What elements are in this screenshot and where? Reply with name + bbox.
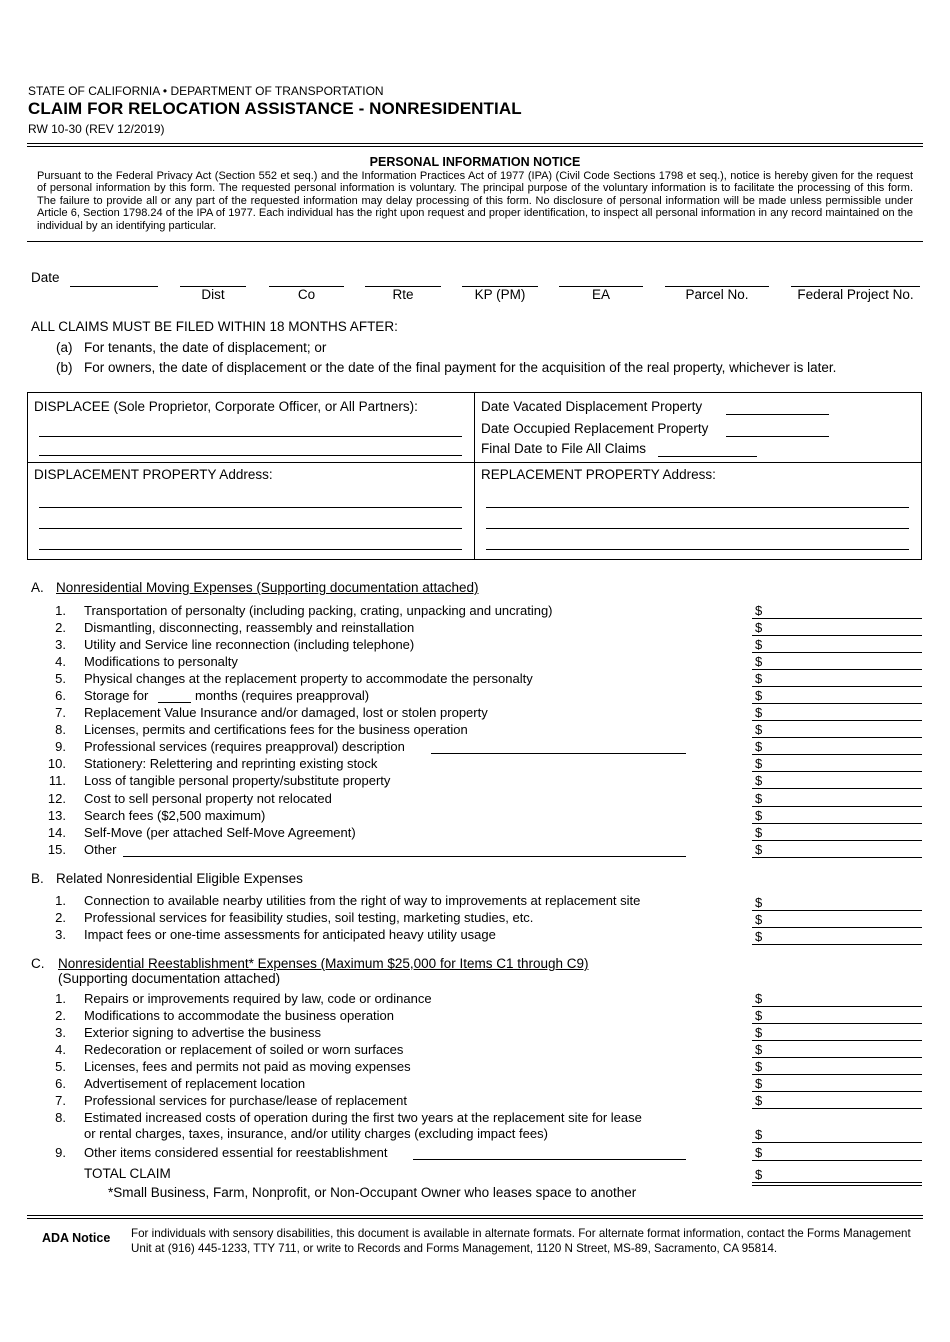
amount-field[interactable] [752,823,922,824]
displacement-address-line-1[interactable] [39,507,462,508]
displacement-address-label: DISPLACEMENT PROPERTY Address: [34,467,273,482]
item-number: 7. [55,705,66,720]
privacy-heading: PERSONAL INFORMATION NOTICE [369,155,581,169]
dollar-sign: $ [755,912,763,927]
date-label: Date [31,270,60,285]
section-c-letter: C. [31,956,45,971]
dollar-sign: $ [755,808,763,823]
displacee-label: DISPLACEE (Sole Proprietor, Corporate Officer, or All Partners): [34,399,418,414]
item-number: 14. [47,825,66,840]
total-claim-field[interactable] [752,1182,922,1183]
amount-field[interactable] [752,1108,922,1109]
amount-field[interactable] [752,1160,922,1161]
dollar-sign: $ [755,688,763,703]
date-occupied-field[interactable] [726,436,829,437]
displacement-address-line-2[interactable] [39,528,462,529]
other-reestablishment-description-field[interactable] [413,1159,686,1160]
header-rule-2 [27,146,923,147]
header-rule [27,143,923,144]
dollar-sign: $ [755,1042,763,1057]
dollar-sign: $ [755,1145,763,1160]
footnote: *Small Business, Farm, Nonprofit, or Non-Occupant Owner who leases space to another [108,1185,637,1200]
section-b-title: Related Nonresidential Eligible Expenses [56,871,303,886]
item-number: 2. [55,910,66,925]
agency-name: STATE OF CALIFORNIA • DEPARTMENT OF TRANSPORTATION [28,84,384,98]
item-number: 13. [47,808,66,823]
item-label: Licenses, permits and certifications fees for the business operation [84,722,468,737]
item-number: 5. [55,1059,66,1074]
displacee-line-2[interactable] [39,455,462,456]
ada-rule [27,1215,923,1216]
filing-b-text: For owners, the date of displacement or the date of the final payment for the acquisition of the real property, whichever is later. [84,360,837,375]
amount-field[interactable] [752,788,922,789]
item-number: 9. [55,1145,66,1160]
amount-field[interactable] [752,1074,922,1075]
item-label: Modifications to personalty [84,654,238,669]
rte-label: Rte [392,287,414,302]
amount-field[interactable] [752,927,922,928]
item-label: Connection to available nearby utilities from the right of way to improvements at replacement site [84,893,641,908]
kp-label: KP (PM) [474,287,526,302]
final-date-label: Final Date to File All Claims [481,441,647,456]
amount-field[interactable] [752,910,922,911]
section-c-subtitle: (Supporting documentation attached) [58,971,281,986]
ada-text: For individuals with sensory disabilities, this document is available in alternate formats. For alternate format information, contact the Forms Management Unit at (916) 445-1233, TTY 711, or write to Records and Forms Management, 1120 N Street, MS-89, Sacramento, CA 95814. [131,1227,911,1255]
item-number: 12. [47,791,66,806]
item-label: Licenses, fees and permits not paid as moving expenses [84,1059,411,1074]
item-label: Cost to sell personal property not relocated [84,791,332,806]
displacee-line-1[interactable] [39,436,462,437]
amount-field[interactable] [752,857,922,858]
amount-field[interactable] [752,944,922,945]
item-label: Dismantling, disconnecting, reassembly and reinstallation [84,620,415,635]
section-c-title: Nonresidential Reestablishment* Expenses (Maximum $25,000 for Items C1 through C9) [58,956,589,971]
amount-field[interactable] [752,1091,922,1092]
item-label: Estimated increased costs of operation during the first two years at the replacement site for lease [84,1110,642,1125]
item-number: 1. [55,991,66,1006]
date-vacated-label: Date Vacated Displacement Property [481,399,703,414]
replacement-address-line-1[interactable] [486,507,909,508]
federal-project-label: Federal Project No. [797,287,914,302]
amount-field[interactable] [752,1006,922,1007]
party-box-mid-rule [27,462,922,463]
ada-label: ADA Notice [42,1231,111,1245]
co-label: Co [297,287,316,302]
dollar-sign: $ [755,991,763,1006]
ada-rule-2 [27,1218,923,1219]
displacement-address-line-3[interactable] [39,549,462,550]
dist-label: Dist [201,287,225,302]
item-number: 7. [55,1093,66,1108]
dollar-sign: $ [755,654,763,669]
privacy-text: Pursuant to the Federal Privacy Act (Section 552 et seq.) and the Information Practices Act of 1977 (IPA) (Civil Code Sections 1798 et seq.), notice is hereby given for the request of personal information by this form. The requested personal information is voluntary. The principal purpose of the voluntary information is to facilitate the processing of this form. The failure to provide all or any part of the requested information may delay processing of this form. No disclosure of personal information will be made unless permissible under Article 6, Section 1798.24 of the IPA of 1977. Each individual has the right upon request and proper identification, to inspect all personal information in any record maintained on the individual by an identifying particular. [37,170,913,232]
amount-field[interactable] [752,1057,922,1058]
form-number: RW 10-30 (REV 12/2019) [28,122,165,136]
item-label: Other [84,842,117,857]
dollar-sign: $ [755,1008,763,1023]
total-claim-dollar: $ [755,1167,763,1182]
item-number: 2. [55,620,66,635]
party-box-divider [474,392,475,560]
storage-months-field[interactable] [158,702,191,703]
total-claim-double-rule [752,1185,922,1186]
section-b-letter: B. [31,871,44,886]
item-number: 8. [55,1110,66,1125]
item-number: 9. [55,739,66,754]
amount-field[interactable] [752,1142,922,1143]
replacement-address-label: REPLACEMENT PROPERTY Address: [481,467,716,482]
amount-field[interactable] [752,806,922,807]
other-description-field[interactable] [123,856,686,857]
item-number: 3. [55,637,66,652]
item-number: 2. [55,1008,66,1023]
item-number: 3. [55,1025,66,1040]
item-label: Modifications to accommodate the business operation [84,1008,395,1023]
item-number: 6. [55,688,66,703]
professional-services-description-field[interactable] [431,753,686,754]
item-number: 11. [48,773,66,788]
dollar-sign: $ [755,756,763,771]
item-label: Professional services for feasibility studies, soil testing, marketing studies, etc. [84,910,534,925]
amount-field[interactable] [752,720,922,721]
filing-b-marker: (b) [56,360,73,375]
filing-heading: ALL CLAIMS MUST BE FILED WITHIN 18 MONTHS AFTER: [31,319,398,334]
item-label: Redecoration or replacement of soiled or worn surfaces [84,1042,404,1057]
dollar-sign: $ [755,1076,763,1091]
amount-field[interactable] [752,635,922,636]
dollar-sign: $ [755,825,763,840]
item-label: Loss of tangible personal property/substitute property [84,773,391,788]
dollar-sign: $ [755,773,763,788]
amount-field[interactable] [752,618,922,619]
item-label-continued: or rental charges, taxes, insurance, and/or utility charges (excluding impact fees) [84,1126,548,1141]
dollar-sign: $ [755,842,763,857]
item-label: Professional services (requires preapproval) description [84,739,405,754]
dollar-sign: $ [755,791,763,806]
item-label: Search fees ($2,500 maximum) [84,808,266,823]
amount-field[interactable] [752,754,922,755]
dollar-sign: $ [755,1059,763,1074]
parcel-label: Parcel No. [685,287,749,302]
item-label: Stationery: Relettering and reprinting existing stock [84,756,378,771]
ea-label: EA [591,287,610,302]
section-a-letter: A. [31,580,44,595]
item-label: Impact fees or one-time assessments for anticipated heavy utility usage [84,927,496,942]
item-label: Storage for [84,688,149,703]
dollar-sign: $ [755,671,763,686]
dollar-sign: $ [755,637,763,652]
item-label: Replacement Value Insurance and/or damaged, lost or stolen property [84,705,488,720]
item-number: 8. [55,722,66,737]
dollar-sign: $ [755,1127,763,1142]
item-number: 10. [47,756,66,771]
item-number: 15. [47,842,66,857]
date-field[interactable] [70,286,158,287]
dollar-sign: $ [755,705,763,720]
item-label: Transportation of personalty (including packing, crating, unpacking and uncrating) [84,603,553,618]
item-label: Professional services for purchase/lease of replacement [84,1093,407,1108]
replacement-address-line-3[interactable] [486,549,909,550]
filing-a-marker: (a) [56,340,73,355]
item-number: 4. [55,654,66,669]
date-vacated-field[interactable] [726,414,829,415]
amount-field[interactable] [752,1023,922,1024]
dollar-sign: $ [755,1093,763,1108]
item-label: Self-Move (per attached Self-Move Agreement) [84,825,356,840]
item-number: 4. [55,1042,66,1057]
item-label: Advertisement of replacement location [84,1076,306,1091]
dollar-sign: $ [755,895,763,910]
replacement-address-line-2[interactable] [486,528,909,529]
item-number: 5. [55,671,66,686]
filing-a-text: For tenants, the date of displacement; or [84,340,327,355]
amount-field[interactable] [752,652,922,653]
privacy-rule [27,241,923,242]
date-occupied-label: Date Occupied Replacement Property [481,421,709,436]
amount-field[interactable] [752,771,922,772]
dollar-sign: $ [755,929,763,944]
amount-field[interactable] [752,1040,922,1041]
item-number: 6. [55,1076,66,1091]
dollar-sign: $ [755,603,763,618]
amount-field[interactable] [752,703,922,704]
amount-field[interactable] [752,840,922,841]
item-number: 3. [55,927,66,942]
item-number: 1. [55,893,66,908]
section-a-title: Nonresidential Moving Expenses (Supporting documentation attached) [56,580,479,595]
amount-field[interactable] [752,669,922,670]
dollar-sign: $ [755,739,763,754]
item-label: Repairs or improvements required by law, code or ordinance [84,991,432,1006]
item-number: 1. [55,603,66,618]
dollar-sign: $ [755,722,763,737]
item-label-continued: months (requires preapproval) [195,688,370,703]
form-title: CLAIM FOR RELOCATION ASSISTANCE - NONRESIDENTIAL [28,99,522,118]
dollar-sign: $ [755,620,763,635]
final-date-field[interactable] [658,456,757,457]
total-claim-label: TOTAL CLAIM [84,1166,171,1181]
dollar-sign: $ [755,1025,763,1040]
item-label: Physical changes at the replacement property to accommodate the personalty [84,671,533,686]
amount-field[interactable] [752,737,922,738]
item-label: Exterior signing to advertise the business [84,1025,322,1040]
amount-field[interactable] [752,686,922,687]
item-label: Other items considered essential for reestablishment [84,1145,388,1160]
item-label: Utility and Service line reconnection (including telephone) [84,637,415,652]
